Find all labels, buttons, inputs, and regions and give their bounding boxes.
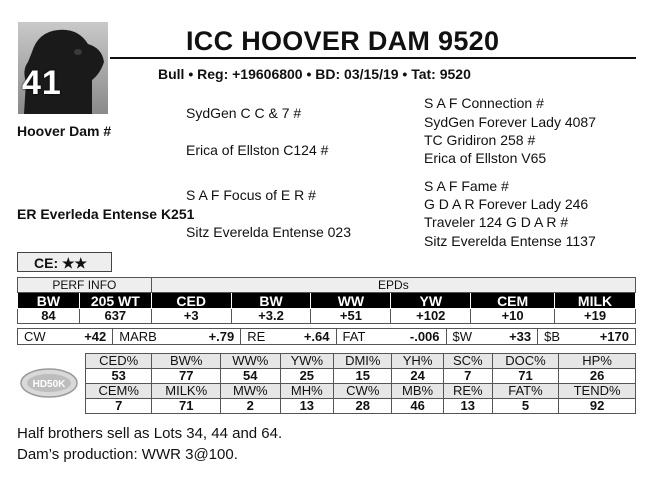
percentile-header-cell-2-6: RE% (443, 384, 492, 399)
pedigree-ss-dam: SydGen Forever Lady 4087 (424, 114, 596, 130)
pedigree-sd-dam: Erica of Ellston V65 (424, 150, 547, 166)
pedigree-sd-sire: TC Gridiron 258 # (424, 132, 536, 148)
epd-value-cell-3: +3.2 (231, 309, 311, 324)
percentile-value-cell-2-6: 13 (443, 399, 492, 414)
percentile-header-cell-7: DOC% (492, 354, 558, 369)
pedigree-dd-dam: Sitz Everelda Entense 1137 (424, 233, 596, 249)
percentile-header-cell-0: CED% (86, 354, 152, 369)
percentile-value-cell-2-7: 5 (492, 399, 558, 414)
percentile-value-cell-0: 53 (86, 369, 152, 384)
svg-text:HD50K: HD50K (32, 379, 66, 390)
percentile-value-cell-6: 7 (443, 369, 492, 384)
percentile-value-cell-3: 25 (280, 369, 334, 384)
registration-line: Bull • Reg: +19606800 • BD: 03/15/19 • Tat: 9520 (158, 66, 471, 82)
percentile-value-cell-2-0: 7 (86, 399, 152, 414)
pedigree-dam-sire: S A F Focus of E R # (186, 187, 316, 203)
pedigree-dam-dam: Sitz Everelda Entense 023 (186, 224, 351, 240)
epd-table (17, 277, 636, 324)
percentile-header-cell-2-7: FAT% (492, 384, 558, 399)
calving-ease-badge: CE: ★★ (17, 252, 112, 272)
pedigree-sire: Hoover Dam # (17, 123, 112, 139)
index-value-2: +.64 (282, 329, 336, 345)
percentile-value-cell-2-3: 13 (280, 399, 334, 414)
footer-half-brothers: Half brothers sell as Lots 34, 44 and 64. (17, 425, 283, 442)
epd-header-cell-6: CEM (471, 293, 555, 309)
epd-value-cell-2: +3 (151, 309, 231, 324)
percentile-value-cell-2-4: 28 (334, 399, 392, 414)
pedigree-ss-sire: S A F Connection # (424, 95, 544, 111)
percentile-header-cell-2-1: MILK% (152, 384, 221, 399)
percentile-value-cell-2-1: 71 (152, 399, 221, 414)
percentile-table (85, 353, 636, 414)
pedigree-dd-sire: Traveler 124 G D A R # (424, 214, 569, 230)
percentile-value-cell-2-8: 92 (559, 399, 636, 414)
percentile-value-cell-5: 24 (392, 369, 443, 384)
perf-info-header: PERF INFO (18, 278, 152, 293)
pedigree-sire-sire: SydGen C C & 7 # (186, 105, 302, 121)
percentile-header-cell-2-8: TEND% (559, 384, 636, 399)
percentile-value-cell-1: 77 (152, 369, 221, 384)
percentile-header-cell-2-3: MH% (280, 384, 334, 399)
percentile-header-cell-2-2: MW% (221, 384, 280, 399)
index-label-0: CW (18, 329, 65, 345)
index-label-2: RE (241, 329, 282, 345)
epd-header-cell-5: YW (391, 293, 471, 309)
epd-header-cell-7: MILK (555, 293, 636, 309)
percentile-header-cell-5: YH% (392, 354, 443, 369)
percentile-value-cell-2-5: 46 (392, 399, 443, 414)
percentile-value-cell-2: 54 (221, 369, 280, 384)
percentile-value-cell-8: 26 (559, 369, 636, 384)
epd-header-cell-2: CED (151, 293, 231, 309)
pedigree-dam: ER Everleda Entense K251 (17, 206, 195, 222)
index-label-4: $W (446, 329, 490, 345)
percentile-header-cell-1: BW% (152, 354, 221, 369)
index-label-1: MARB (113, 329, 187, 345)
epd-value-cell-4: +51 (311, 309, 391, 324)
epd-header-cell-4: WW (311, 293, 391, 309)
percentile-header-cell-6: SC% (443, 354, 492, 369)
footer-dam-production: Dam’s production: WWR 3@100. (17, 446, 238, 463)
animal-name: ICC HOOVER DAM 9520 (186, 26, 500, 56)
index-label-3: FAT (336, 329, 385, 345)
index-table (17, 328, 636, 345)
percentile-header-cell-2: WW% (221, 354, 280, 369)
index-value-4: +33 (490, 329, 538, 345)
epd-header-cell-1: 205 WT (79, 293, 151, 309)
title-rule (110, 57, 636, 59)
percentile-value-cell-2-2: 2 (221, 399, 280, 414)
lot-number: 41 (22, 64, 62, 102)
index-value-5: +170 (575, 329, 635, 345)
percentile-value-cell-4: 15 (334, 369, 392, 384)
epd-value-cell-5: +102 (391, 309, 471, 324)
epd-value-cell-7: +19 (555, 309, 636, 324)
percentile-header-cell-4: DMI% (334, 354, 392, 369)
percentile-header-cell-2-0: CEM% (86, 384, 152, 399)
percentile-header-cell-2-4: CW% (334, 384, 392, 399)
pedigree-ds-dam: G D A R Forever Lady 246 (424, 196, 589, 212)
epds-header: EPDs (151, 278, 635, 293)
index-label-5: $B (538, 329, 576, 345)
hd50k-logo (20, 368, 78, 398)
index-value-1: +.79 (187, 329, 241, 345)
epd-value-cell-0: 84 (18, 309, 80, 324)
pedigree-sire-dam: Erica of Ellston C124 # (186, 142, 329, 158)
epd-header-cell-0: BW (18, 293, 80, 309)
percentile-header-cell-2-5: MB% (392, 384, 443, 399)
epd-value-cell-1: 637 (79, 309, 151, 324)
percentile-header-cell-3: YW% (280, 354, 334, 369)
epd-header-cell-3: BW (231, 293, 311, 309)
index-value-0: +42 (65, 329, 113, 345)
pedigree-ds-sire: S A F Fame # (424, 178, 509, 194)
percentile-value-cell-7: 71 (492, 369, 558, 384)
epd-value-cell-6: +10 (471, 309, 555, 324)
index-value-3: -.006 (385, 329, 446, 345)
percentile-header-cell-8: HP% (559, 354, 636, 369)
